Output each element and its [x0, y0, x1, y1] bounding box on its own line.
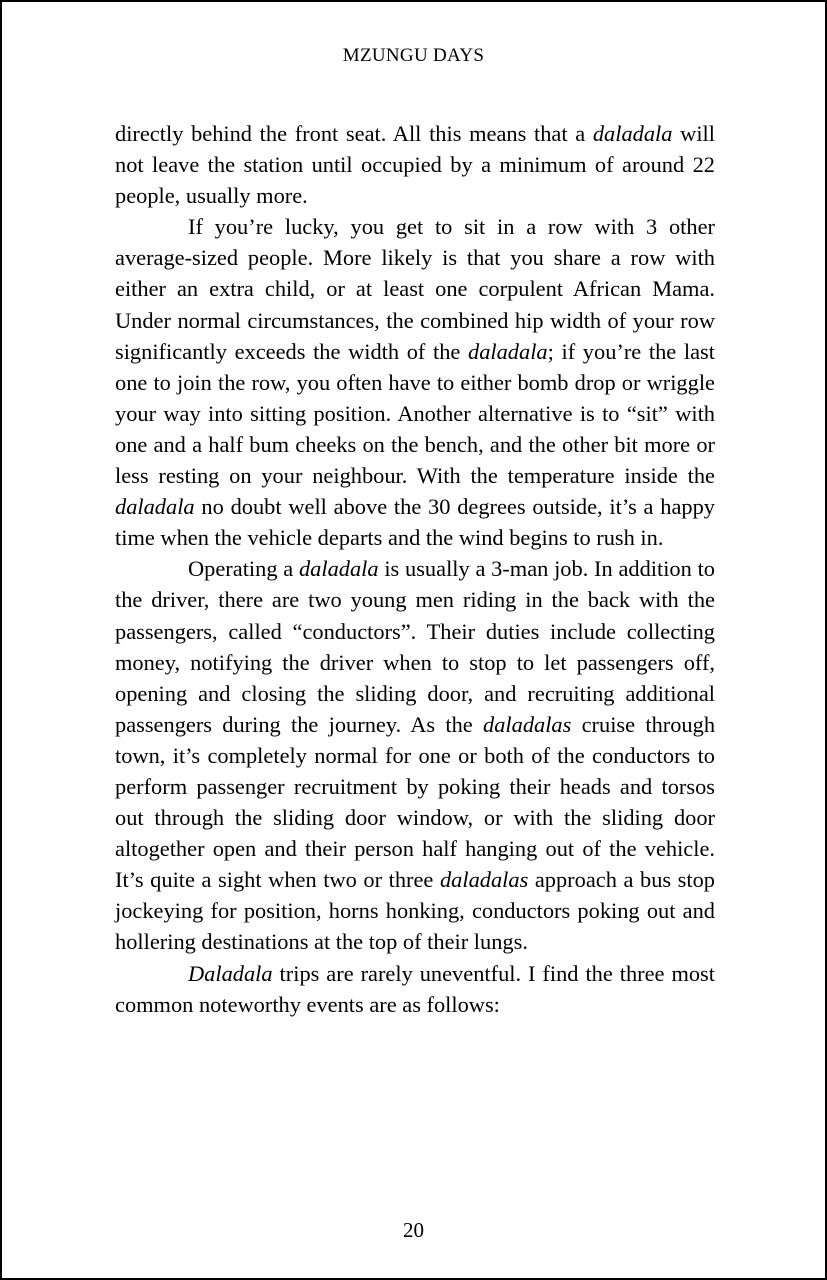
text-run: approach a bus stop jockeying for position, horns honking, conductors poking out and hollering destinations at the top of their lungs.: [115, 867, 715, 955]
paragraph: [115, 958, 715, 1020]
italic-text-run: daladala: [298, 556, 379, 582]
italic-text-run: Daladala: [188, 960, 273, 986]
italic-text-run: daladalas: [483, 711, 572, 737]
page-number: 20: [403, 1218, 424, 1242]
body-text: [115, 118, 715, 1020]
text-run: Operating a: [188, 556, 299, 582]
running-head-title: MZUNGU DAYS: [342, 45, 485, 66]
text-run: cruise through town, it’s completely normal for one or both of the conductors to perform passenger recruitment by poking their heads and torsos out through the sliding door window, or with the sliding door altogether open and their person half hanging out of the vehicle. It’s quite a sight when two or three: [115, 711, 716, 893]
italic-text-run: daladala: [592, 121, 673, 146]
text-run: no doubt well above the 30 degrees outside, it’s a happy time when the vehicle departs and the wind begins to rush in.: [115, 494, 715, 551]
italic-text-run: daladala: [115, 494, 195, 520]
text-run: is usually a 3-man job. In addition to the driver, there are two young men riding in the back with the passengers, called “conductors”. Their duties include collecting money, notifying the driver when to stop to let passengers off, opening and closing the sliding door, and recruiting additional passengers during the journey. As the: [115, 556, 715, 737]
italic-text-run: daladalas: [439, 867, 529, 893]
text-run: will not leave the station until occupied by a minimum of around 22 people, usually more.: [115, 121, 715, 209]
text-run: If you’re lucky, you get to sit in a row with 3 other average-sized people. More likely is that you share a row with either an extra child, or at least one corpulent African Mama. Under normal circumstances, the combined hip width of your row significantly exceeds the width of the: [115, 214, 715, 364]
italic-text-run: daladala: [468, 338, 548, 364]
text-run: trips are rarely uneventful. I find the three most common noteworthy events are as follows:: [115, 960, 715, 1017]
text-run: directly behind the front seat. All this means that a: [115, 121, 593, 146]
paragraph: [115, 118, 715, 211]
text-run: ; if you’re the last one to join the row, you often have to either bomb drop or wriggle your way into sitting position. Another alternative is to “sit” with one and a half bum cheeks on the bench, and the other bit more or less resting on your neighbour. With the temperature inside the: [115, 338, 715, 489]
paragraph: [115, 553, 715, 957]
paragraph: [115, 211, 715, 553]
